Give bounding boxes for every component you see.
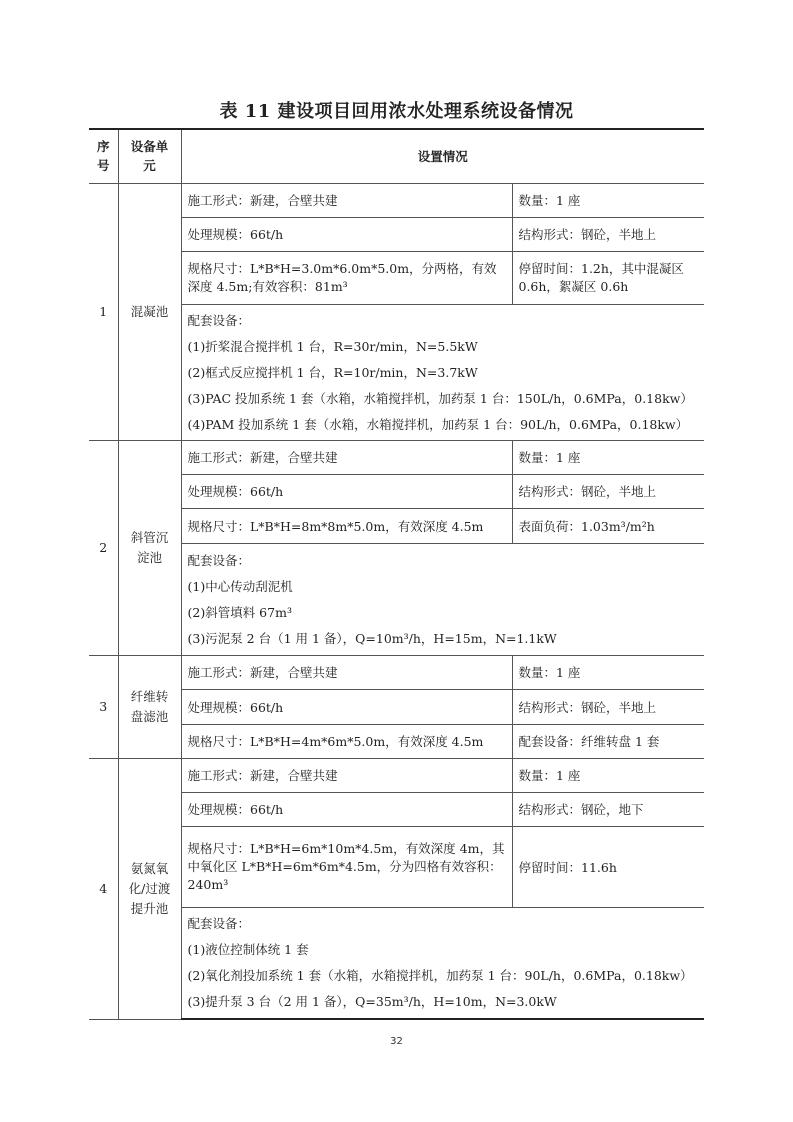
table-cell: 数量：1 座 [512,183,704,217]
table-cell: 停留时间：11.6h [512,826,704,907]
table-row [89,907,704,1019]
config-line: (1)中心传动刮泥机 [187,578,293,594]
config-cell [181,907,704,1019]
table-row [89,508,704,543]
table-cell: 施工形式：新建，合壁共建 [181,758,512,792]
config-line: (1)液位控制体统 1 套 [187,942,309,958]
unit-number: 3 [89,655,118,758]
unit-name: 混凝池 [118,183,181,440]
table-row [89,251,704,304]
equipment-table [89,128,704,1020]
table-row [89,183,704,217]
unit-number: 1 [89,183,118,440]
config-line: 配套设备： [187,552,251,568]
table-cell: 规格尺寸：L*B*H=3.0m*6.0m*5.0m，分两格，有效深度 4.5m;有效容积：81m³ [181,251,512,304]
table-row [89,543,704,655]
table-cell: 数量：1 座 [512,758,704,792]
config-line: (2)氧化剂投加系统 1 套（水箱，水箱搅拌机，加药泵 1 台：90L/h，0.6MPa，0.18kw） [187,968,693,984]
table-cell: 规格尺寸：L*B*H=8m*8m*5.0m，有效深度 4.5m [181,508,512,543]
config-line: (2)框式反应搅拌机 1 台，R=10r/min，N=3.7kW [187,364,478,380]
table-cell: 处理规模：66t/h [181,689,512,724]
table-cell: 规格尺寸：L*B*H=4m*6m*5.0m，有效深度 4.5m [181,724,512,758]
table-cell: 处理规模：66t/h [181,217,512,251]
table-cell: 施工形式：新建，合壁共建 [181,440,512,474]
table-cell: 规格尺寸：L*B*H=6m*10m*4.5m，有效深度 4m，其中氧化区 L*B*H=6m*6m*4.5m，分为四格有效容积：240m³ [181,826,512,907]
table-title: 表 11 建设项目回用浓水处理系统设备情况 [219,101,574,122]
header-detail: 设置情况 [181,129,704,183]
unit-name: 氨氮氧化/过渡提升池 [118,758,181,1019]
table-cell: 结构形式：钢砼，半地上 [512,474,704,508]
unit-name: 斜管沉淀池 [118,440,181,655]
table-row [89,792,704,826]
table-row [89,440,704,474]
table-row [89,217,704,251]
table-cell: 处理规模：66t/h [181,792,512,826]
table-cell: 处理规模：66t/h [181,474,512,508]
table-row [89,758,704,792]
config-line: (3)提升泵 3 台（2 用 1 备），Q=35m³/h，H=10m，N=3.0kW [187,994,557,1010]
config-line: (3)污泥泵 2 台（1 用 1 备），Q=10m³/h，H=15m，N=1.1kW [187,630,557,646]
config-cell [181,543,704,655]
table-row [89,724,704,758]
config-line: (2)斜管填料 67m³ [187,604,292,620]
table-row [89,826,704,907]
config-line: (4)PAM 投加系统 1 套（水箱，水箱搅拌机，加药泵 1 台：90L/h，0.6MPa，0.18kw） [187,416,689,432]
page-number: 32 [390,1036,403,1047]
header-unit: 设备单元 [118,129,181,183]
table-row [89,655,704,689]
config-line: (3)PAC 投加系统 1 套（水箱，水箱搅拌机，加药泵 1 台：150L/h，0.6MPa，0.18kw） [187,390,693,406]
config-line: 配套设备： [187,312,251,328]
config-cell [181,304,704,440]
table-row [89,474,704,508]
config-line: 配套设备： [187,916,251,932]
unit-number: 2 [89,440,118,655]
table-row [89,689,704,724]
unit-name: 纤维转盘滤池 [118,655,181,758]
header-no: 序号 [89,129,118,183]
header-row [89,129,704,183]
table-cell: 配套设备：纤维转盘 1 套 [512,724,704,758]
table-cell: 施工形式：新建，合壁共建 [181,655,512,689]
config-line: (1)折桨混合搅拌机 1 台，R=30r/min，N=5.5kW [187,338,478,354]
table-cell: 结构形式：钢砼，半地上 [512,217,704,251]
table-cell: 施工形式：新建，合壁共建 [181,183,512,217]
table-cell: 表面负荷：1.03m³/m²h [512,508,704,543]
table-cell: 数量：1 座 [512,440,704,474]
unit-number: 4 [89,758,118,1019]
table-row [89,304,704,440]
table-cell: 停留时间：1.2h，其中混凝区 0.6h，絮凝区 0.6h [512,251,704,304]
table-cell: 数量：1 座 [512,655,704,689]
table-cell: 结构形式：钢砼，半地上 [512,689,704,724]
table-cell: 结构形式：钢砼，地下 [512,792,704,826]
